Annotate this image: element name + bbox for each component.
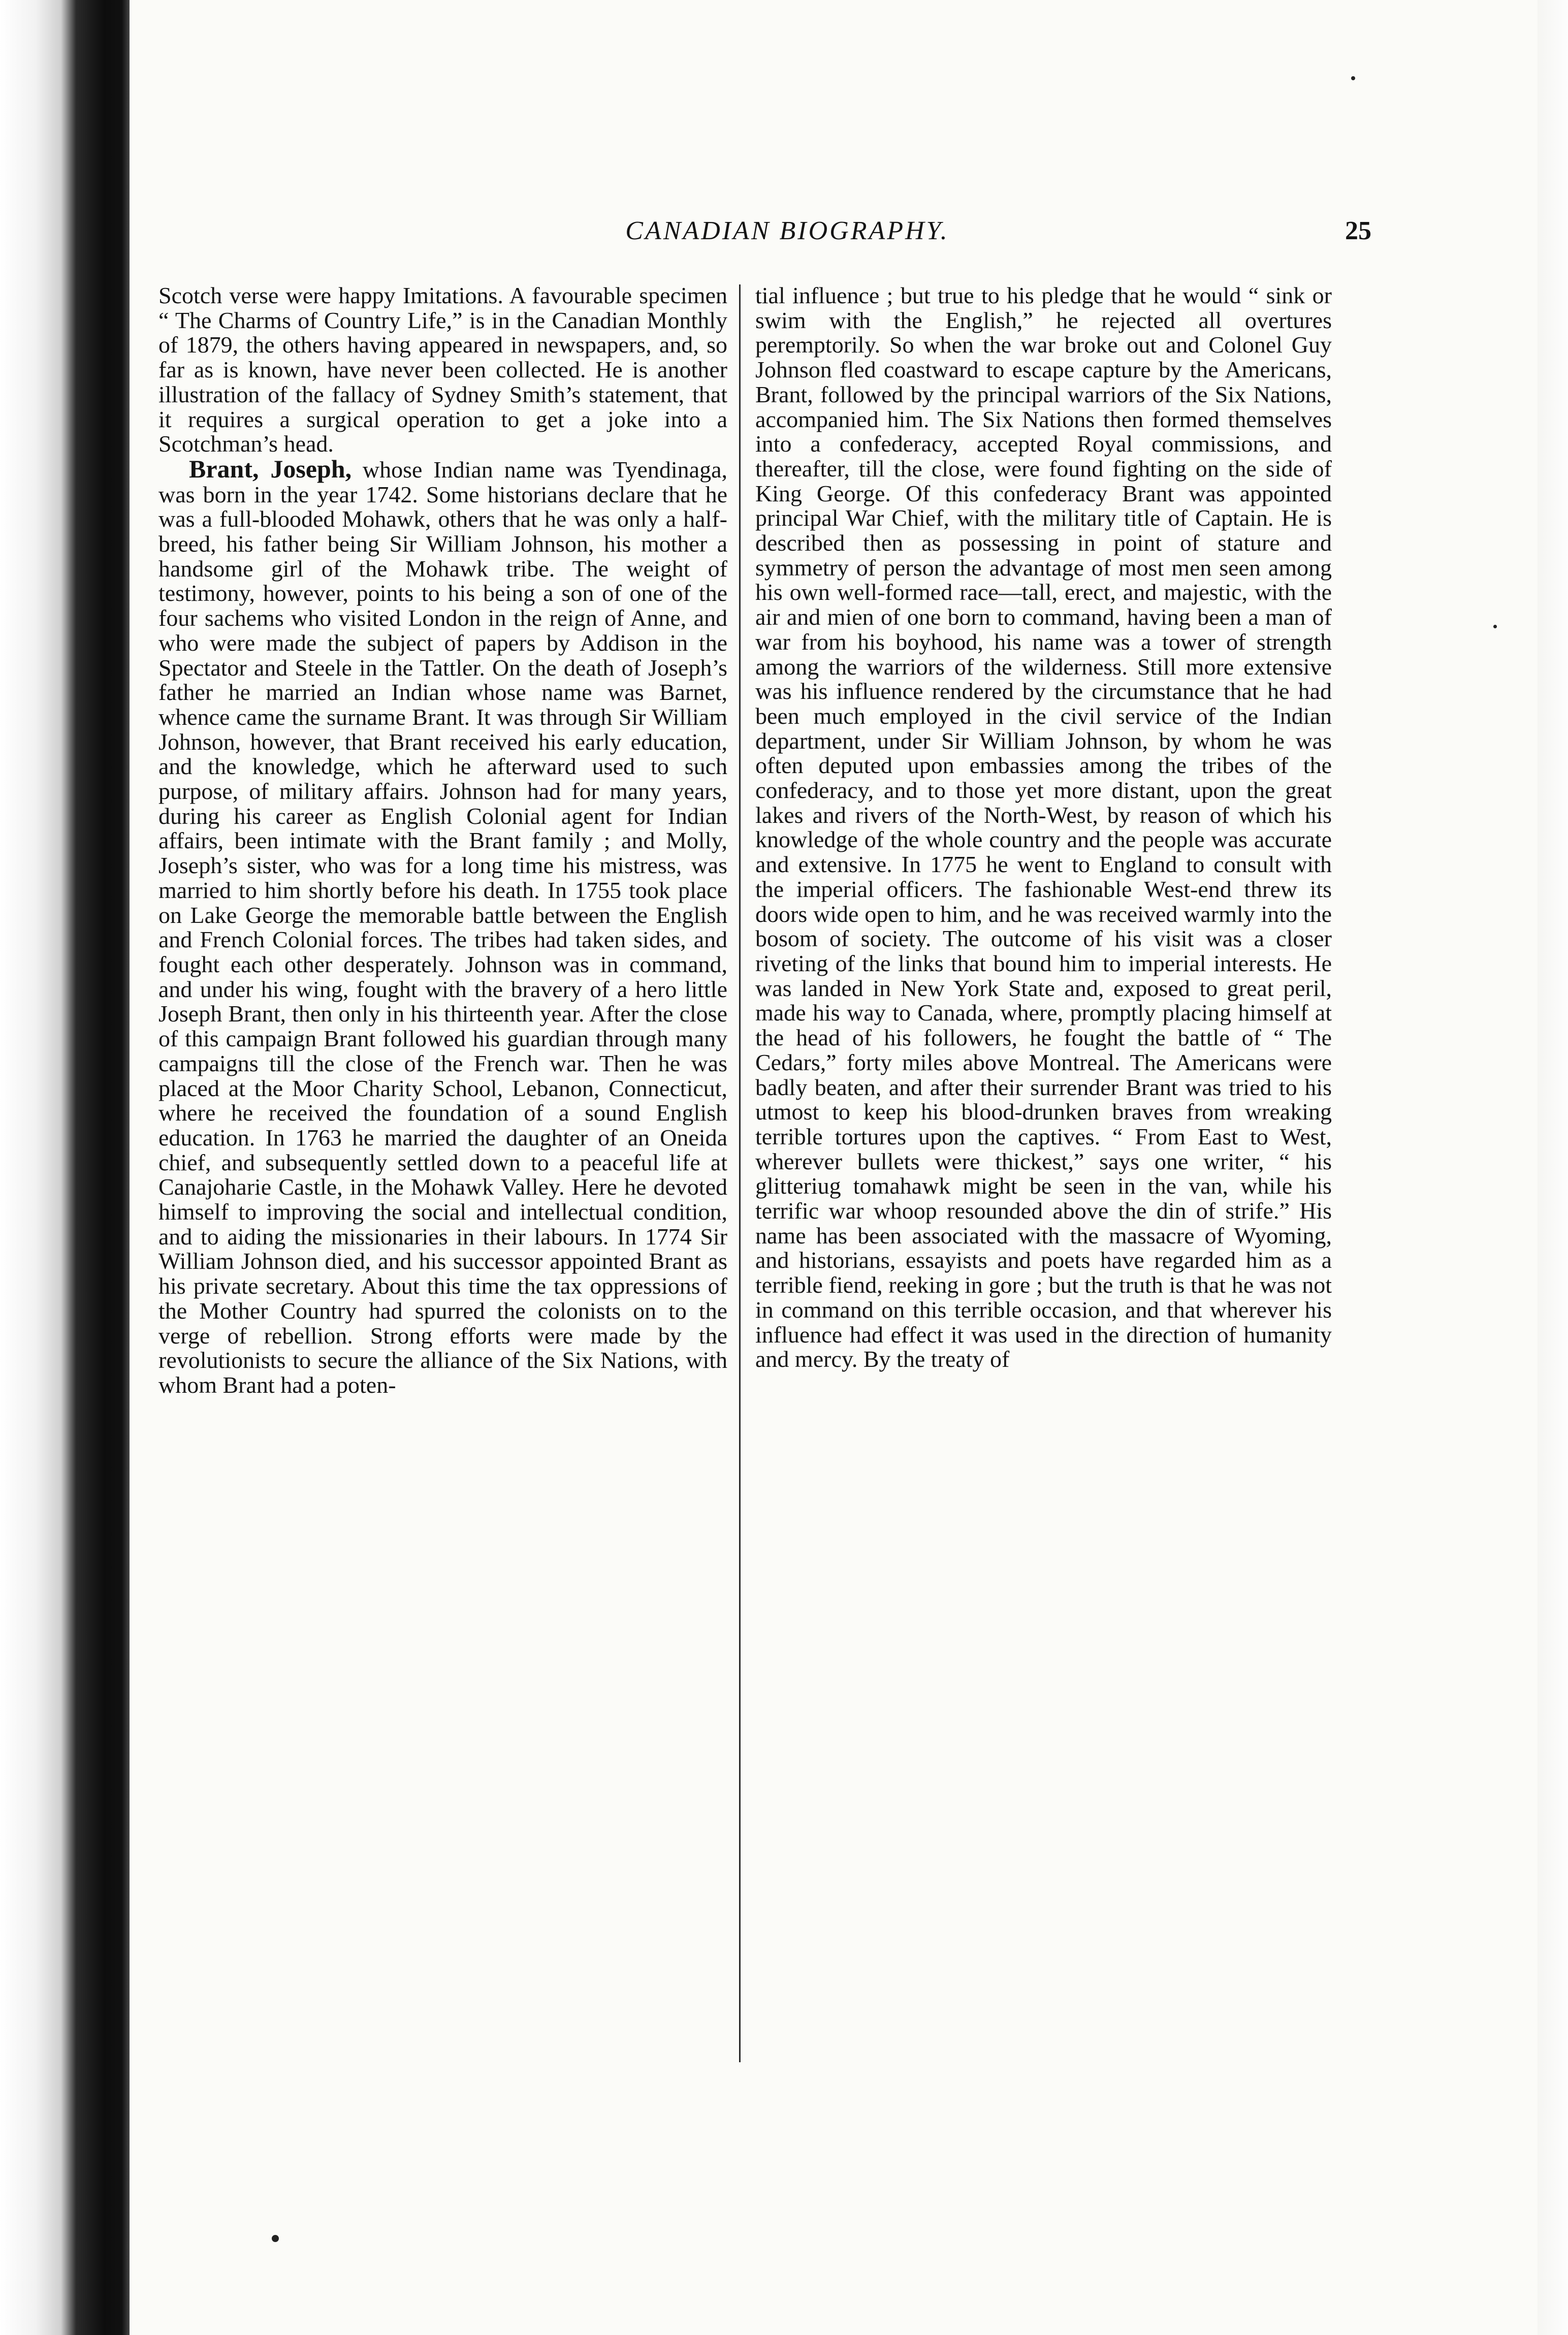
page-number: 25 (1345, 216, 1371, 245)
entry-headword: Brant, Joseph, (189, 454, 352, 483)
ink-speck (1351, 76, 1355, 80)
intro-paragraph: Scotch verse were happy Imitations. A favourable specimen “ The Charms of Country Life,” is in the Canadian Monthly of 1879, the others having appeared in newspapers, and, so far as is known, have never been collected. He is another illustration of the fallacy of Sydney Smith’s statement, that it requires a surgical operation to get a joke into a Scotchman’s head. (158, 282, 727, 457)
continued-paragraph: tial influence ; but true to his pledge that he would “ sink or swim with the English,” he rejected all overtures peremptorily. So when the war broke out and Colonel Guy Johnson fled coastward to escape capture by the Americans, Brant, followed by the principal warriors of the Six Nations, accompanied him. The Six Nations then formed themselves into a confederacy, accepted Royal commissions, and thereafter, till the close, were found fighting on the side of King George. Of this confederacy Brant was appointed principal War Chief, with the military title of Captain. He is described then as possessing in point of stature and symmetry of person the advantage of most men seen among his own well-formed race—tall, erect, and majestic, with the air and mien of one born to command, having been a man of war from his boyhood, his name was a tower of strength among the warriors of the wilderness. Still more extensive was his influence rendered by the circumstance that he had been much employed in the civil service of the Indian department, under Sir William Johnson, by whom he was often deputed upon embassies among the tribes of the confederacy, and to those yet more distant, upon the great lakes and rivers of the North-West, by reason of which his knowledge of the whole country and the people was accurate and extensive. In 1775 he went to England to consult with the imperial officers. The fashionable West-end threw its doors wide open to him, and he was received warmly into the bosom of society. The outcome of his visit was a closer riveting of the links that bound him to imperial interests. He was landed in New York State and, exposed to great peril, made his way to Canada, where, promptly placing himself at the head of his followers, he fought the battle of “ The Cedars,” forty miles above Montreal. The Americans were badly beaten, and after their surrender Brant was tried to his utmost to keep his blood-drunken braves from wreaking terrible tortures upon the captives. “ From East to West, wherever bullets were thickest,” says one writer, “ his glitteriug tomahawk might be seen in the van, while his terrific war whoop resounded above the din of strife.” His name has been associated with the massacre of Wyoming, and historians, essayists and poets have regarded him as a terrible fiend, reeking in gore ; but the truth is that he was not in command on this terrible occasion, and that wherever his influence had effect it was used in the direction of humanity and mercy. By the treaty of (755, 282, 1332, 1372)
page-edge (1538, 0, 1568, 2335)
ink-speck (1493, 625, 1497, 628)
column-rule (739, 284, 741, 2062)
left-column (158, 283, 727, 1398)
entry-text: whose Indian name was Tyendinaga, was born in the year 1742. Some historians declare that he was a full-blooded Mohawk, others that he was only a half-breed, his father being Sir William Johnson, his mother a handsome girl of the Mohawk tribe. The weight of testimony, however, points to his being a son of one of the four sachems who visited London in the reign of Anne, and who were made the subject of papers by Addison in the Spectator and Steele in the Tattler. On the death of Joseph’s father he married an Indian whose name was Barnet, whence came the surname Brant. It was through Sir William Johnson, however, that Brant received his early education, and the knowledge, which he afterward used to such purpose, of military affairs. Johnson had for many years, during his career as English Colonial agent for Indian affairs, been intimate with the Brant family ; and Molly, Joseph’s sister, who was for a long time his mistress, was married to him shortly before his death. In 1755 took place on Lake George the memorable battle between the English and French Colonial forces. The tribes had taken sides, and fought each other desperately. Johnson was in command, and under his wing, fought with the bravery of a hero little Joseph Brant, then only in his thirteenth year. After the close of this campaign Brant followed his guardian through many campaigns till the close of the French war. Then he was placed at the Moor Charity School, Lebanon, Connecticut, where he received the foundation of a sound English education. In 1763 he married the daughter of an Oneida chief, and subsequently settled down to a peaceful life at Canajoharie Castle, in the Mohawk Valley. Here he devoted himself to improving the social and intellectual condition, and to aiding the missionaries in their labours. In 1774 Sir William Johnson died, and his successor appointed Brant as his private secretary. About this time the tax oppressions of the Mother Country had spurred the colonists on to the verge of rebellion. Strong efforts were made by the revolutionists to secure the alliance of the Six Nations, with whom Brant had a poten- (158, 456, 728, 1398)
binding-shadow (0, 0, 130, 2335)
running-title: CANADIAN BIOGRAPHY. (625, 216, 949, 245)
right-column (755, 283, 1332, 1372)
page-header (356, 216, 1371, 251)
biography-entry (158, 454, 728, 1398)
ink-speck (272, 2235, 279, 2242)
